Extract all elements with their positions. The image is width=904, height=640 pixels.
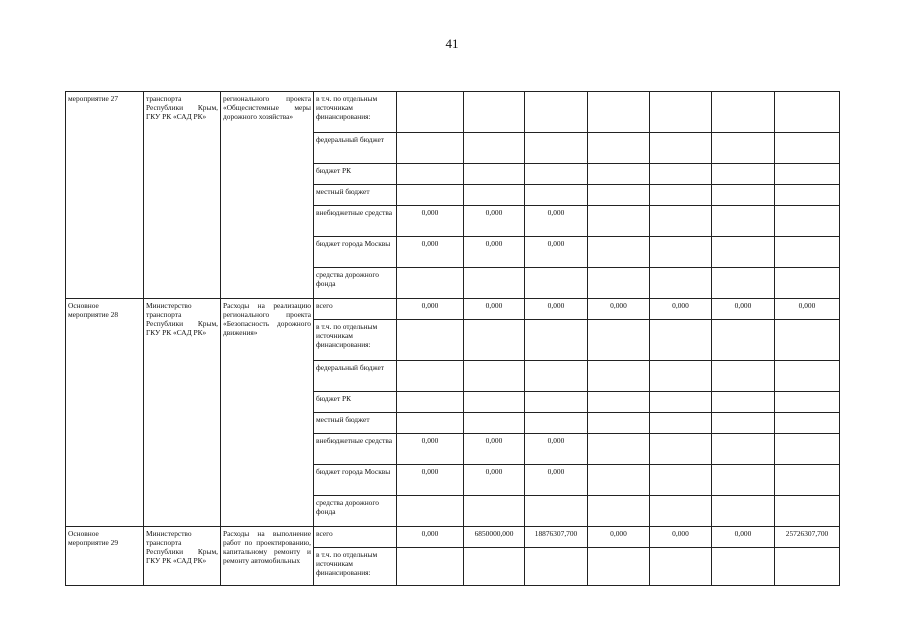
value-cell	[775, 268, 840, 299]
source-cell: бюджет РК	[314, 164, 397, 185]
value-cell: 0,000	[525, 299, 588, 320]
value-cell	[525, 268, 588, 299]
financing-table	[65, 91, 840, 586]
source-cell: бюджет города Москвы	[314, 237, 397, 268]
value-cell	[650, 548, 712, 586]
table-row	[66, 299, 840, 320]
value-cell	[775, 133, 840, 164]
executor-cell: транспорта Республики Крым, ГКУ РК «САД РК»	[144, 92, 221, 299]
value-cell	[464, 392, 525, 413]
source-cell: всего	[314, 299, 397, 320]
value-cell: 25726307,700	[775, 527, 840, 548]
page-number: 41	[445, 36, 459, 51]
value-cell	[525, 496, 588, 527]
value-cell	[588, 361, 650, 392]
value-cell	[712, 133, 775, 164]
value-cell	[397, 133, 464, 164]
source-cell: средства дорожного фонда	[314, 496, 397, 527]
source-cell: местный бюджет	[314, 413, 397, 434]
value-cell	[712, 496, 775, 527]
value-cell: 0,000	[525, 237, 588, 268]
value-cell: 0,000	[525, 206, 588, 237]
value-cell	[464, 268, 525, 299]
value-cell	[525, 164, 588, 185]
source-cell: в т.ч. по отдельным источникам финансирования:	[314, 548, 397, 586]
value-cell	[464, 133, 525, 164]
source-cell: внебюджетные средства	[314, 434, 397, 465]
value-cell	[650, 206, 712, 237]
value-cell	[464, 185, 525, 206]
description-cell: Расходы на реализацию регионального проекта «Безопасность дорожного движения»	[221, 299, 314, 527]
value-cell	[525, 361, 588, 392]
value-cell	[397, 164, 464, 185]
value-cell	[464, 413, 525, 434]
value-cell: 0,000	[397, 434, 464, 465]
value-cell	[775, 434, 840, 465]
value-cell: 0,000	[650, 299, 712, 320]
value-cell: 0,000	[525, 434, 588, 465]
value-cell	[588, 133, 650, 164]
value-cell	[775, 92, 840, 133]
value-cell	[775, 413, 840, 434]
value-cell	[464, 496, 525, 527]
value-cell	[712, 413, 775, 434]
value-cell	[650, 237, 712, 268]
value-cell: 0,000	[712, 527, 775, 548]
value-cell: 0,000	[464, 237, 525, 268]
description-cell: регионального проекта «Общесистемные меры дорожного хозяйства»	[221, 92, 314, 299]
event-cell: мероприятие 27	[66, 92, 144, 299]
source-cell: внебюджетные средства	[314, 206, 397, 237]
value-cell: 0,000	[397, 299, 464, 320]
value-cell: 0,000	[588, 527, 650, 548]
value-cell	[588, 413, 650, 434]
source-cell: всего	[314, 527, 397, 548]
value-cell	[712, 361, 775, 392]
value-cell: 0,000	[397, 527, 464, 548]
value-cell	[397, 361, 464, 392]
value-cell	[588, 164, 650, 185]
value-cell	[464, 548, 525, 586]
value-cell	[650, 268, 712, 299]
value-cell: 0,000	[464, 299, 525, 320]
value-cell: 0,000	[397, 206, 464, 237]
value-cell	[397, 392, 464, 413]
value-cell	[712, 392, 775, 413]
value-cell	[588, 320, 650, 361]
value-cell	[525, 392, 588, 413]
value-cell	[525, 548, 588, 586]
value-cell	[588, 465, 650, 496]
value-cell	[712, 237, 775, 268]
value-cell	[650, 496, 712, 527]
source-cell: местный бюджет	[314, 185, 397, 206]
value-cell	[775, 185, 840, 206]
source-cell: бюджет РК	[314, 392, 397, 413]
value-cell	[588, 185, 650, 206]
value-cell	[712, 185, 775, 206]
value-cell	[397, 268, 464, 299]
value-cell: 0,000	[525, 465, 588, 496]
value-cell: 18876307,700	[525, 527, 588, 548]
source-cell: в т.ч. по отдельным источникам финансирования:	[314, 320, 397, 361]
value-cell	[588, 237, 650, 268]
value-cell	[775, 164, 840, 185]
value-cell: 0,000	[588, 299, 650, 320]
value-cell: 0,000	[464, 434, 525, 465]
value-cell: 0,000	[650, 527, 712, 548]
value-cell	[464, 320, 525, 361]
table-body	[66, 92, 840, 586]
value-cell: 0,000	[775, 299, 840, 320]
value-cell	[775, 465, 840, 496]
value-cell	[775, 361, 840, 392]
value-cell	[775, 392, 840, 413]
source-cell: бюджет города Москвы	[314, 465, 397, 496]
value-cell	[525, 92, 588, 133]
value-cell	[525, 185, 588, 206]
value-cell	[775, 496, 840, 527]
value-cell	[397, 496, 464, 527]
value-cell	[775, 548, 840, 586]
value-cell	[397, 92, 464, 133]
event-cell: Основное мероприятие 28	[66, 299, 144, 527]
value-cell	[588, 268, 650, 299]
value-cell: 6850000,000	[464, 527, 525, 548]
value-cell	[525, 320, 588, 361]
value-cell: 0,000	[397, 237, 464, 268]
value-cell	[650, 133, 712, 164]
value-cell	[650, 465, 712, 496]
value-cell: 0,000	[464, 206, 525, 237]
value-cell	[588, 548, 650, 586]
value-cell	[397, 185, 464, 206]
value-cell	[525, 413, 588, 434]
value-cell	[588, 496, 650, 527]
value-cell	[650, 392, 712, 413]
value-cell	[712, 548, 775, 586]
table-row	[66, 92, 840, 133]
value-cell	[650, 320, 712, 361]
value-cell	[650, 164, 712, 185]
value-cell	[588, 434, 650, 465]
table-row	[66, 527, 840, 548]
value-cell	[397, 320, 464, 361]
value-cell	[712, 164, 775, 185]
value-cell: 0,000	[464, 465, 525, 496]
value-cell	[775, 320, 840, 361]
value-cell	[588, 92, 650, 133]
value-cell	[525, 133, 588, 164]
value-cell	[650, 92, 712, 133]
value-cell	[775, 206, 840, 237]
value-cell	[464, 361, 525, 392]
source-cell: федеральный бюджет	[314, 133, 397, 164]
value-cell: 0,000	[712, 299, 775, 320]
value-cell	[397, 548, 464, 586]
value-cell	[712, 92, 775, 133]
value-cell	[712, 465, 775, 496]
value-cell	[588, 392, 650, 413]
event-cell: Основное мероприятие 29	[66, 527, 144, 586]
value-cell	[775, 237, 840, 268]
value-cell	[650, 434, 712, 465]
description-cell: Расходы на выполнение работ по проектированию, капитальному ремонту и ремонту автомобильных	[221, 527, 314, 586]
value-cell	[712, 268, 775, 299]
source-cell: в т.ч. по отдельным источникам финансирования:	[314, 92, 397, 133]
value-cell	[712, 320, 775, 361]
value-cell	[650, 185, 712, 206]
value-cell	[650, 413, 712, 434]
value-cell	[464, 164, 525, 185]
value-cell: 0,000	[397, 465, 464, 496]
value-cell	[712, 206, 775, 237]
value-cell	[464, 92, 525, 133]
value-cell	[712, 434, 775, 465]
source-cell: средства дорожного фонда	[314, 268, 397, 299]
value-cell	[588, 206, 650, 237]
executor-cell: Министерство транспорта Республики Крым, ГКУ РК «САД РК»	[144, 527, 221, 586]
value-cell	[650, 361, 712, 392]
source-cell: федеральный бюджет	[314, 361, 397, 392]
value-cell	[397, 413, 464, 434]
executor-cell: Министерство транспорта Республики Крым, ГКУ РК «САД РК»	[144, 299, 221, 527]
